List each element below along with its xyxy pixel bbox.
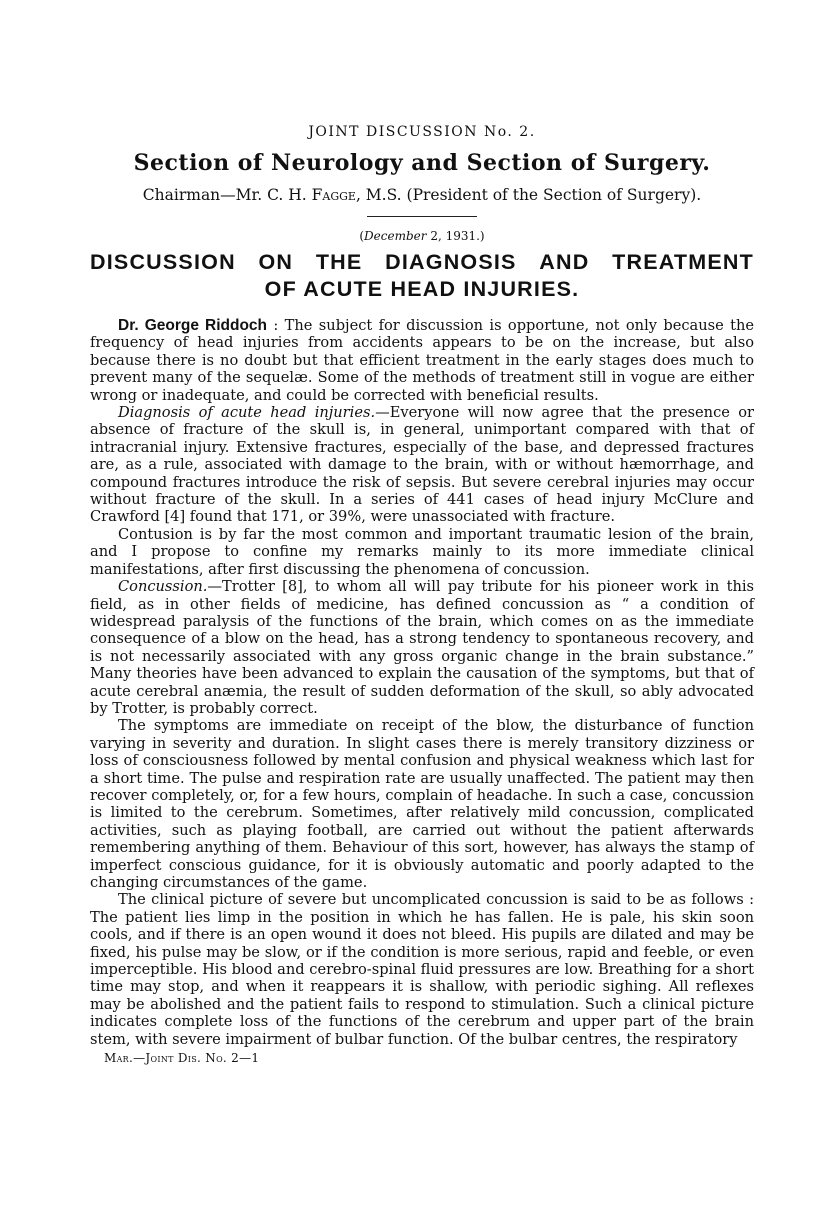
page-footer: Mar.—Joint Dis. No. 2—1 — [104, 1051, 260, 1066]
paragraph-text: : The subject for discussion is opportune, not only because the frequency of head injuries from accidents appears to be on the increase, but also because there is no doubt but that efficient treatment in the early stages does much to prevent many of the sequelæ. Some of the methods of treatment still in vogue are either wrong or inadequate, and could be corrected with beneficial results. — [90, 317, 754, 404]
section-heading-diagnosis: Diagnosis of acute head injuries. — [118, 404, 376, 422]
chairman-name: Fagge — [311, 186, 356, 204]
title-line-2: OF ACUTE HEAD INJURIES. — [264, 277, 580, 301]
speaker-name: Dr. George Riddoch — [118, 317, 268, 334]
chairman-prefix: Chairman—Mr. C. H. — [142, 186, 312, 204]
title-word: ON — [258, 250, 294, 274]
title-line-1 — [90, 249, 754, 276]
paragraph-contusion: Contusion is by far the most common and important traumatic lesion of the brain, and I propose to confine my remarks mainly to its more immediate clinical manifestations, after first discussing the phenomena of concussion. — [90, 525, 754, 578]
paragraph-clinical-picture: The clinical picture of severe but uncomplicated concussion is said to be as follows : The patient lies limp in the position in which he has fallen. He is pale, his skin soon cools, and if there is an open wound it does not bleed. His pupils are dilated and may be fixed, his pulse may be slow, or if the condition is more serious, rapid and feeble, or even imperceptible. His blood and cerebro-spinal fluid pressures are low. Breathing for a short time may stop, and when it reappears it is shallow, with periodic sighing. All reflexes may be abolished and the patient fails to respond to stimulation. Such a clinical picture indicates complete loss of the functions of the cerebrum and upper part of the brain stem, with severe impairment of bulbar function. Of the bulbar centres, the respiratory — [90, 891, 754, 1048]
joint-discussion-label: JOINT DISCUSSION No. 2. — [308, 124, 536, 140]
title-word: TREATMENT — [612, 250, 754, 274]
paragraph-symptoms: The symptoms are immediate on receipt of the blow, the disturbance of function varying in severity and duration. In slight cases there is merely transitory dizziness or loss of consciousness followed by mental confusion and physical weakness which last for a short time. The pulse and respiration rate are usually unaffected. The patient may then recover completely, or, for a few hours, complain of headache. In such a case, concussion is limited to the cerebrum. Sometimes, after relatively mild concussion, complicated activities, such as playing football, are carried out without the patient afterwards remembering anything of them. Behaviour of this sort, however, has always the stamp of imperfect conscious guidance, for it is obviously automatic and poorly adapted to the changing circumstances of the game. — [90, 717, 754, 891]
divider-rule — [367, 216, 477, 217]
section-heading: Section of Neurology and Section of Surgery. — [133, 150, 711, 176]
paragraph-intro — [90, 317, 754, 404]
paragraph-text: —Trotter [8], to whom all will pay tribute for his pioneer work in this field, as in other fields of medicine, has defined concussion as “ a condition of widespread paralysis of the functions of the brain, which comes on as the immediate consequence of a blow on the head, has a strong tendency to spontaneous recovery, and is not necessarily associated with any gross organic change in the brain substance.” Many theories have been advanced to explain the causation of the symptoms, but that of acute cerebral anæmia, the result of sudden deformation of the skull, so ably advocated by Trotter, is probably correct. — [90, 578, 754, 717]
paper-title — [90, 249, 754, 303]
page — [90, 124, 754, 1065]
date-rest: 2, 1931.) — [426, 229, 485, 243]
date-month: December — [364, 229, 427, 243]
article-body — [90, 317, 754, 1048]
date-open-paren: ( — [359, 229, 365, 243]
chairman-line — [90, 186, 754, 204]
title-word: DIAGNOSIS — [385, 250, 517, 274]
title-word: THE — [315, 250, 363, 274]
title-word: AND — [539, 250, 590, 274]
paragraph-diagnosis — [90, 404, 754, 526]
chairman-suffix: , M.S. (President of the Section of Surgery). — [355, 186, 702, 204]
discussion-date — [90, 229, 754, 243]
title-word: DISCUSSION — [90, 250, 236, 274]
section-heading-concussion: Concussion. — [118, 578, 208, 596]
paragraph-text: —Everyone will now agree that the presence or absence of fracture of the skull is, in general, unimportant compared with that of intracranial injury. Extensive fractures, especially of the base, and depressed fractures are, as a rule, associated with damage to the brain, with or without hæmorrhage, and compound fractures introduce the risk of sepsis. But severe cerebral injuries may occur without fracture of the skull. In a series of 441 cases of head injury McClure and Crawford [4] found that 171, or 39%, were unassociated with fracture. — [90, 404, 754, 526]
paragraph-concussion — [90, 578, 754, 717]
